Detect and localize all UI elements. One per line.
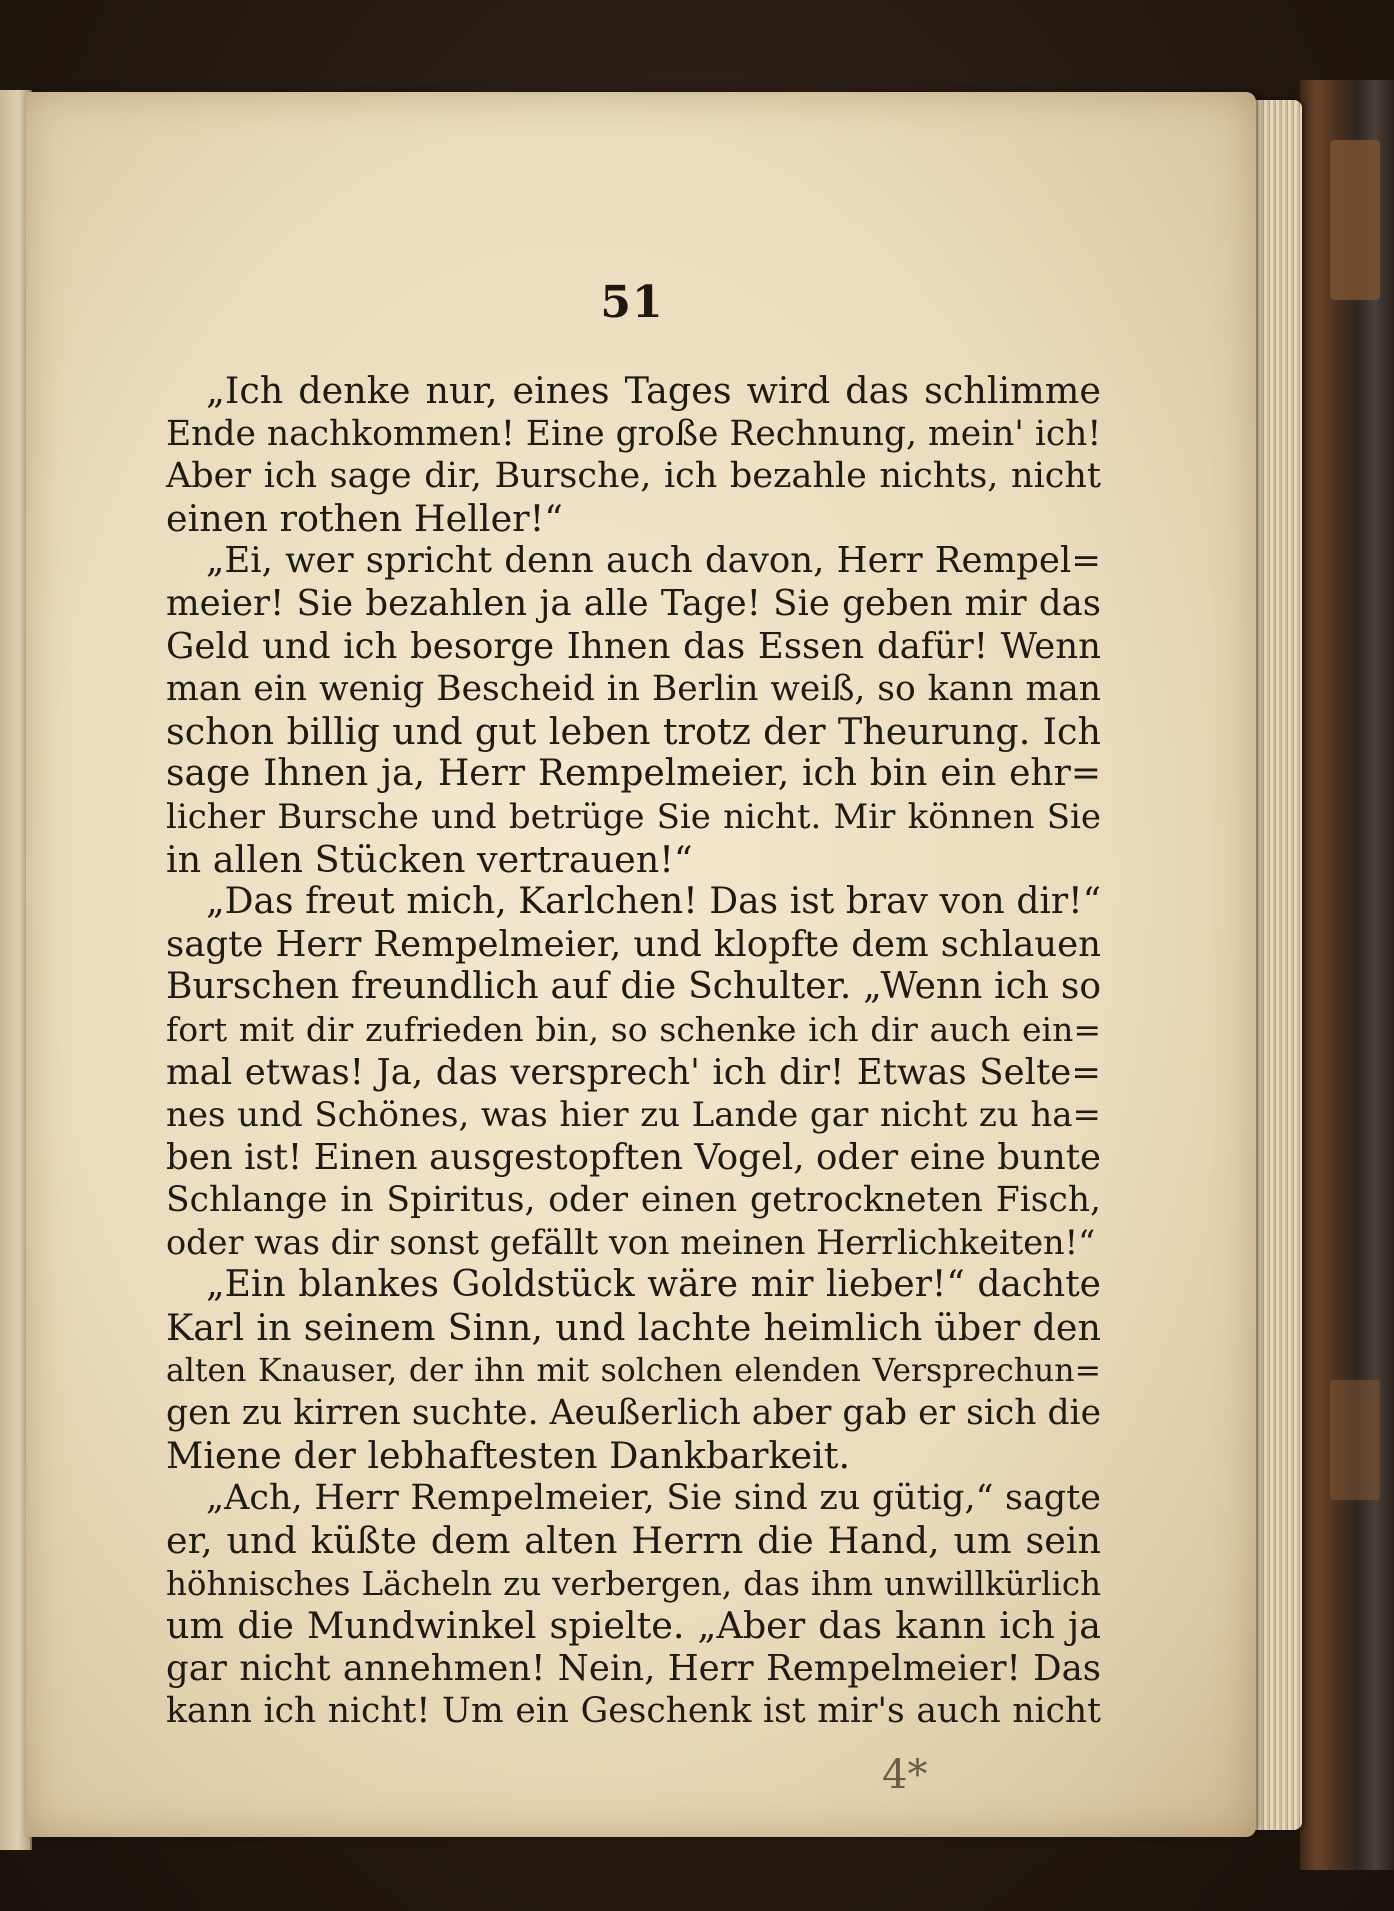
page-number: 51 xyxy=(600,277,664,328)
text-line: schon billig und gut leben trotz der Theurung. Ich xyxy=(166,709,1101,753)
text-line: um die Mundwinkel spielte. „Aber das kann ich ja xyxy=(166,1604,1101,1648)
page-text xyxy=(166,370,1101,1733)
book-page xyxy=(26,92,1256,1837)
text-line: Burschen freundlich auf die Schulter. „Wenn ich so xyxy=(166,966,1101,1008)
text-line: ben ist! Einen ausgestopften Vogel, oder eine bunte xyxy=(166,1136,1101,1178)
text-line: man ein wenig Bescheid in Berlin weiß, so kann man xyxy=(166,669,1101,710)
text-line: in allen Stücken vertrauen!“ xyxy=(166,837,693,881)
text-line: Geld und ich besorge Ihnen das Essen dafür! Wenn xyxy=(166,625,1101,667)
text-line: gen zu kirren suchte. Aeußerlich aber gab er sich die xyxy=(166,1393,1101,1434)
text-line: einen rothen Heller!“ xyxy=(166,496,563,540)
text-line: „Ich denke nur, eines Tages wird das schlimme xyxy=(206,369,1101,412)
text-line: Schlange in Spiritus, oder einen getrockneten Fisch, xyxy=(166,1180,1101,1221)
text-line: licher Bursche und betrüge Sie nicht. Mir können Sie xyxy=(166,796,1101,837)
text-line: Aber ich sage dir, Bursche, ich bezahle nichts, nicht xyxy=(166,456,1101,497)
signature-mark: 4* xyxy=(882,1752,928,1798)
text-line: Miene der lebhaftesten Dankbarkeit. xyxy=(166,1433,851,1477)
text-line: kann ich nicht! Um ein Geschenk ist mir's auch nicht xyxy=(166,1691,1101,1732)
text-line: Karl in seinem Sinn, und lachte heimlich über den xyxy=(166,1306,1101,1350)
text-line: mal etwas! Ja, das versprech' ich dir! Etwas Selte= xyxy=(166,1051,1101,1093)
cover-wear-mark xyxy=(1330,1380,1380,1500)
cover-wear-mark xyxy=(1330,140,1380,300)
text-line: gar nicht annehmen! Nein, Herr Rempelmeier! Das xyxy=(166,1647,1101,1689)
text-line: meier! Sie bezahlen ja alle Tage! Sie geben mir das xyxy=(166,582,1101,624)
text-line: Ende nachkommen! Eine große Rechnung, mein' ich! xyxy=(166,413,1102,454)
text-line: sage Ihnen ja, Herr Rempelmeier, ich bin ein ehr= xyxy=(166,753,1101,795)
text-line: „Das freut mich, Karlchen! Das ist brav von dir!“ xyxy=(206,881,1101,923)
text-line: „Ei, wer spricht denn auch davon, Herr Rempel= xyxy=(206,540,1101,582)
text-line: höhnisches Lächeln zu verbergen, das ihm unwillkürlich xyxy=(166,1564,1101,1603)
text-line: fort mit dir zufrieden bin, so schenke ich dir auch ein= xyxy=(166,1009,1101,1049)
text-line: oder was dir sonst gefällt von meinen Herrlichkeiten!“ xyxy=(166,1222,1096,1262)
text-line: sagte Herr Rempelmeier, und klopfte dem schlauen xyxy=(166,923,1101,965)
text-line: „Ein blankes Goldstück wäre mir lieber!“ dachte xyxy=(206,1264,1101,1306)
text-line: nes und Schönes, was hier zu Lande gar nicht zu ha= xyxy=(166,1095,1101,1136)
text-line: alten Knauser, der ihn mit solchen elenden Versprechun= xyxy=(166,1352,1101,1389)
text-line: „Ach, Herr Rempelmeier, Sie sind zu gütig,“ sagte xyxy=(206,1478,1101,1519)
text-line: er, und küßte dem alten Herrn die Hand, um sein xyxy=(166,1519,1101,1563)
book-cover-binding xyxy=(1300,80,1394,1870)
